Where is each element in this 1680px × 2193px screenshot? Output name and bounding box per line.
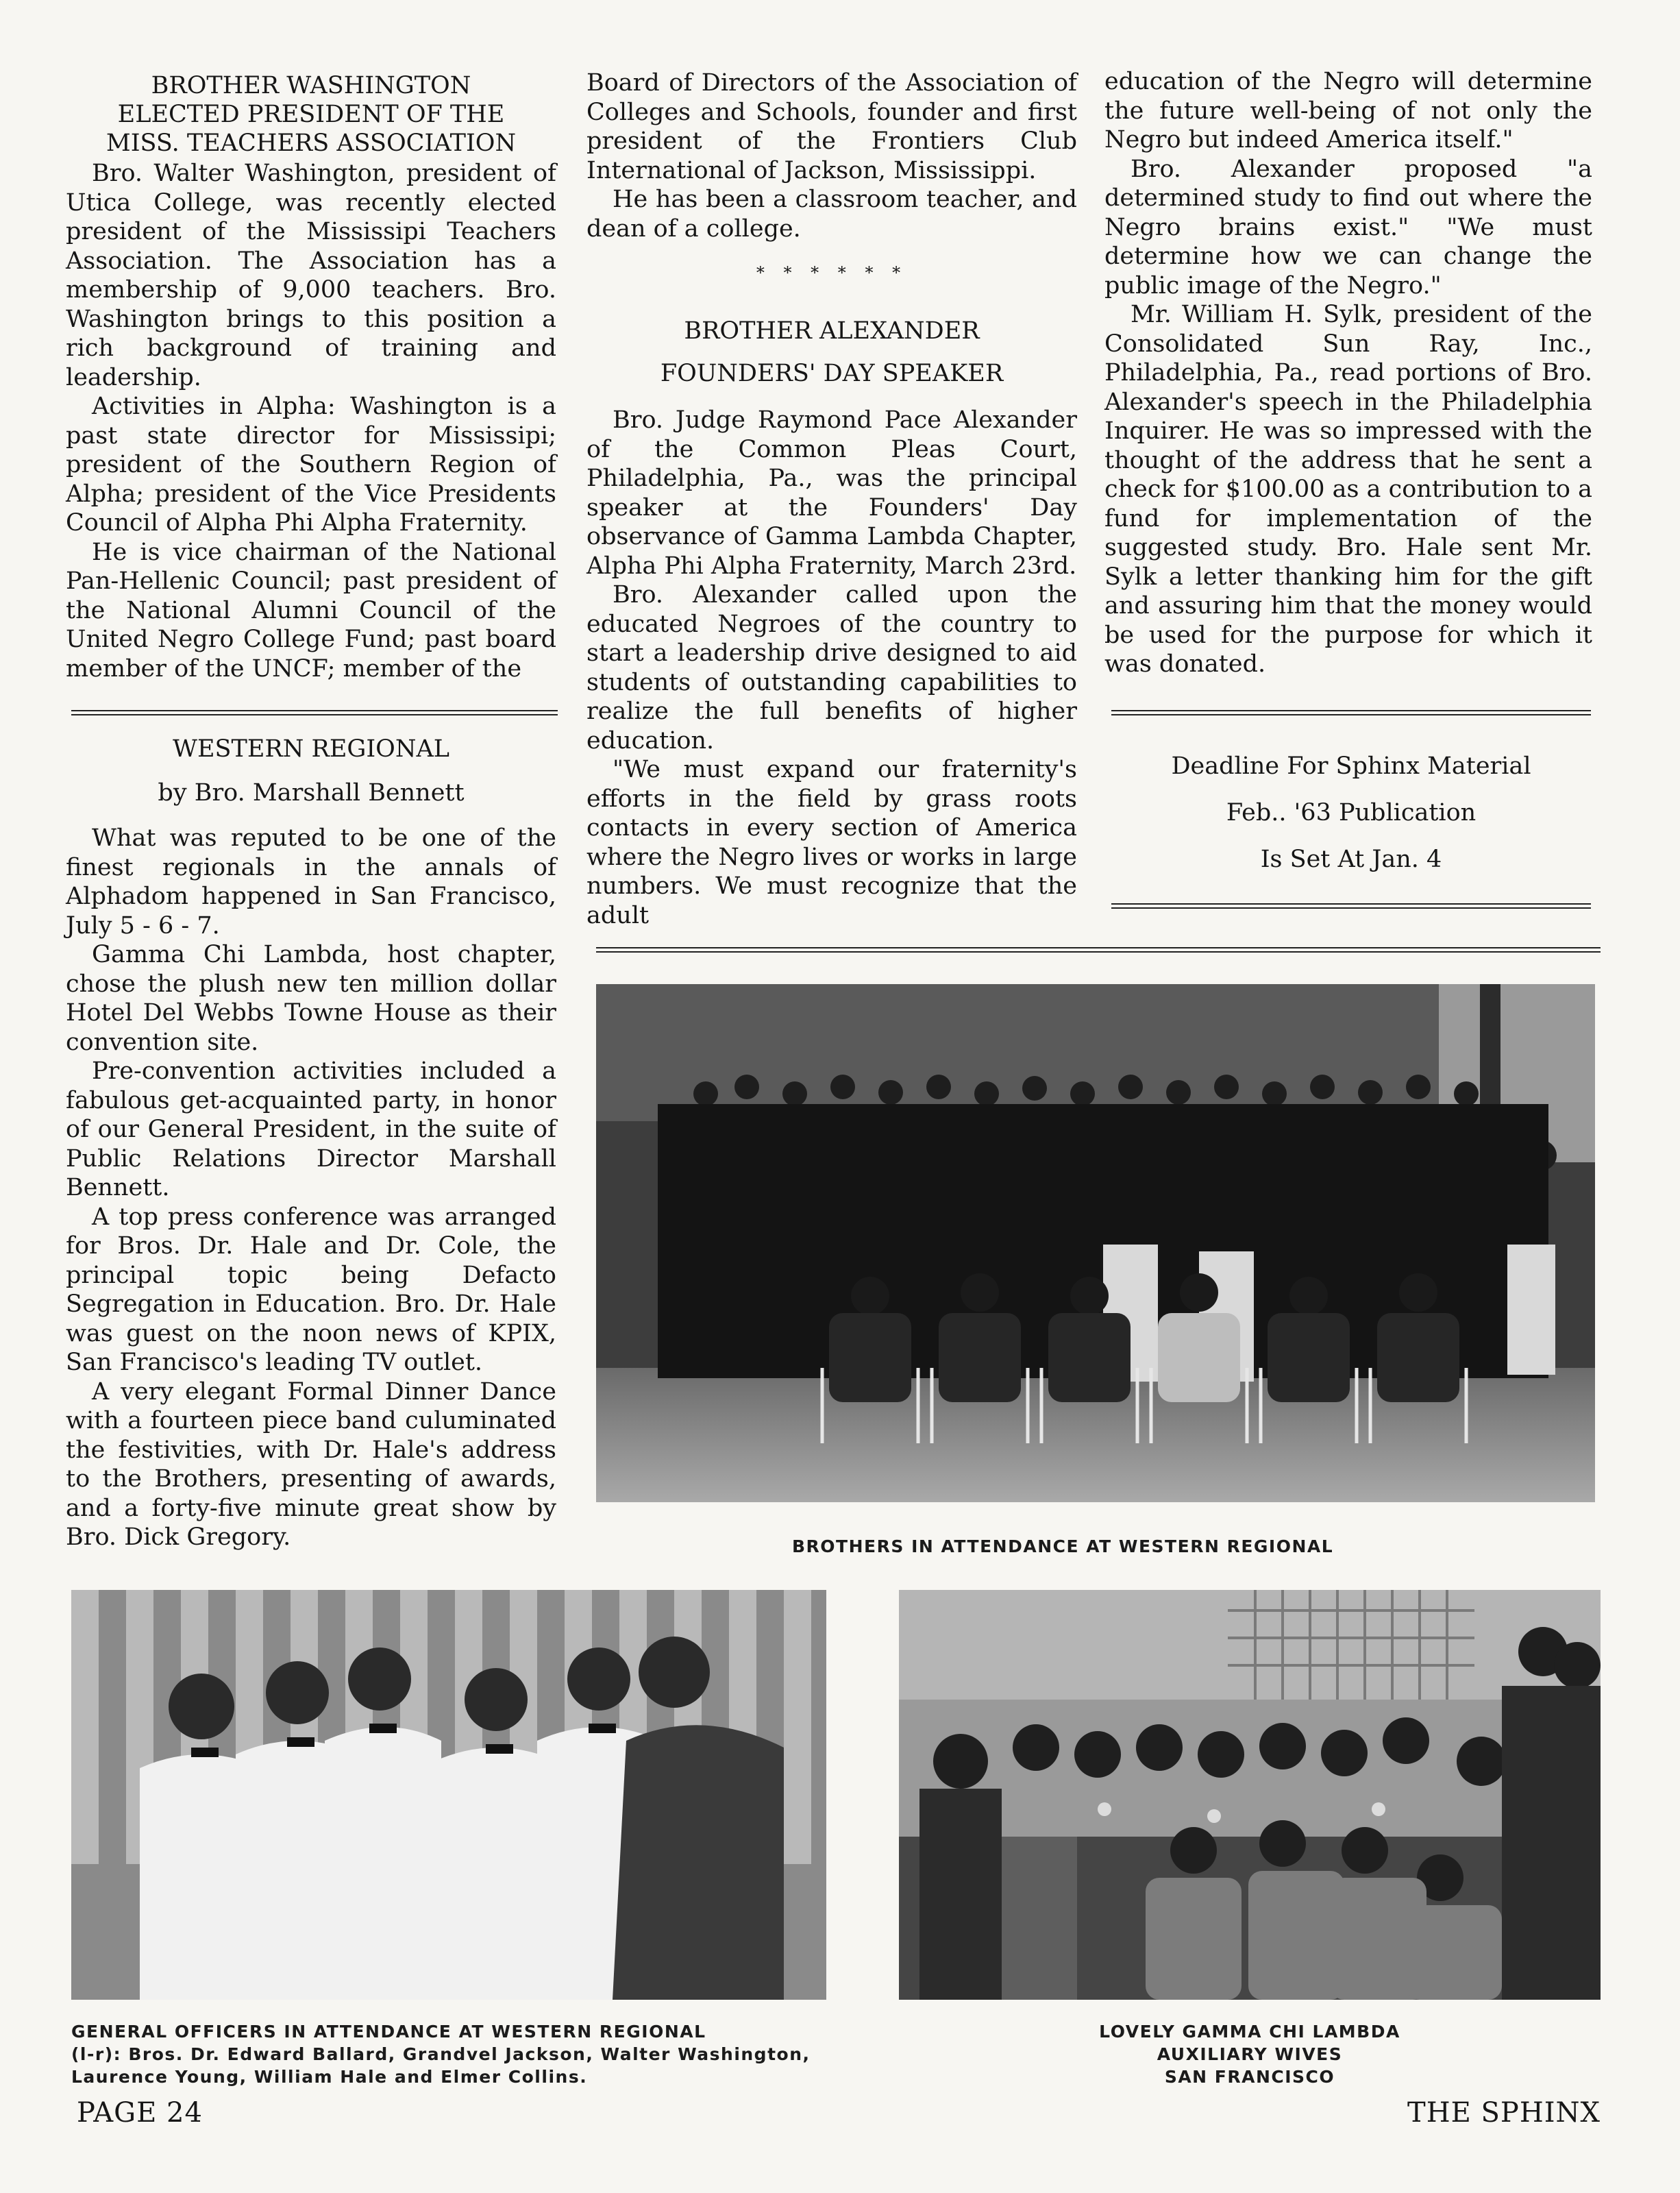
general-officers-photo xyxy=(71,1590,826,2000)
paragraph: Bro. Alexander proposed "a determined study to find out where the Negro brains exist." "We must determine how we can change the public image of the Negro." xyxy=(1104,155,1592,299)
article-washington-continued xyxy=(586,69,1077,287)
column-divider-rule xyxy=(71,710,558,715)
paragraph: A very elegant Formal Dinner Dance with a fourteen piece band culuminated the festivities, with Dr. Hale's address to the Brothers, presenting of awards, and a forty-five minute great show by Bro. Dick Gregory. xyxy=(66,1377,556,1551)
officers-photo-caption xyxy=(71,2020,832,2088)
heading-line: MISS. TEACHERS ASSOCIATION xyxy=(106,130,517,157)
paragraph: Board of Directors of the Association of Colleges and Schools, founder and first president of the Frontiers Club International of Jackson, Mississippi. xyxy=(586,69,1077,184)
article-washington xyxy=(66,71,556,683)
paragraph: A top press conference was arranged for Bros. Dr. Hale and Dr. Cole, the principal topic being Defacto Segregation in Education. Bro. Dr. Hale was guest on the noon news of KPIX, San Francisco's leading TV outlet. xyxy=(66,1203,556,1376)
article-washington-heading xyxy=(66,71,556,158)
paragraph: He has been a classroom teacher, and dean of a college. xyxy=(586,186,1077,243)
paragraph: Gamma Chi Lambda, host chapter, chose the plush new ten million dollar Hotel Del Webbs Towne House as their convention site. xyxy=(66,941,556,1056)
regional-photo-caption: BROTHERS IN ATTENDANCE AT WESTERN REGIONAL xyxy=(792,1536,1334,1556)
wives-photo-caption xyxy=(899,2020,1601,2088)
article-western-regional xyxy=(66,735,556,1552)
deadline-top-rule xyxy=(1111,710,1591,715)
paragraph: "We must expand our fraternity's efforts in the field by grass roots contacts in every section of America where the Negro lives or works in large numbers. We must recognize that the adult xyxy=(586,756,1077,929)
auxiliary-wives-photo xyxy=(899,1590,1601,2000)
separator-stars: * * * * * * xyxy=(756,263,908,282)
paragraph: Pre-convention activities included a fabulous get-acquainted party, in honor of our General President, in the suite of Public Relations Director Marshall Bennett. xyxy=(66,1057,556,1201)
regional-group-photo xyxy=(596,984,1595,1502)
paragraph: Mr. William H. Sylk, president of the Consolidated Sun Ray, Inc., Philadelphia, Pa., read portions of Bro. Alexander's speech in the Philadelphia Inquirer. He was so impressed with the thought of the address that he sent a check for $100.00 as a contribution to a fund for implementation of the suggested study. Bro. Hale sent Mr. Sylk a letter thanking him for the gift and assuring him that the money would be used for the purpose for which it was donated. xyxy=(1104,301,1592,678)
paragraph: education of the Negro will determine the future well-being of not only the Negro but indeed America itself." xyxy=(1104,68,1592,154)
article-alexander-heading-2: FOUNDERS' DAY SPEAKER xyxy=(660,360,1004,387)
heading-line: ELECTED PRESIDENT OF THE xyxy=(117,101,505,128)
deadline-line-1: Deadline For Sphinx Material xyxy=(1171,752,1531,780)
officers-caption-names: (l-r): Bros. Dr. Edward Ballard, Grandvel Jackson, Walter Washington, Laurence Young, William Hale and Elmer Collins. xyxy=(71,2044,811,2087)
wives-caption-line-2: AUXILIARY WIVES xyxy=(1157,2044,1343,2064)
article-alexander xyxy=(586,317,1077,930)
paragraph: Bro. Alexander called upon the educated Negroes of the country to start a leadership drive designed to aid students of outstanding capabilities to realize the full benefits of higher education. xyxy=(586,581,1077,755)
officers-caption-title: GENERAL OFFICERS IN ATTENDANCE AT WESTERN REGIONAL xyxy=(71,2022,706,2042)
wives-caption-line-1: LOVELY GAMMA CHI LAMBDA xyxy=(1099,2022,1400,2042)
page-number: PAGE 24 xyxy=(77,2097,203,2129)
article-western-byline: by Bro. Marshall Bennett xyxy=(158,779,465,807)
paragraph: Bro. Judge Raymond Pace Alexander of the Common Pleas Court, Philadelphia, Pa., was the principal speaker at the Founders' Day observance of Gamma Lambda Chapter, Alpha Phi Alpha Fraternity, March 23rd. xyxy=(586,406,1077,580)
wives-caption-line-3: SAN FRANCISCO xyxy=(1164,2067,1335,2087)
article-alexander-continued xyxy=(1104,67,1592,679)
publication-name: THE SPHINX xyxy=(1407,2097,1601,2129)
deadline-box xyxy=(1111,743,1591,883)
paragraph: Activities in Alpha: Washington is a past state director for Mississipi; president of the Southern Region of Alpha; president of the Vice Presidents Council of Alpha Phi Alpha Fraternity. xyxy=(66,393,556,537)
deadline-line-3: Is Set At Jan. 4 xyxy=(1260,846,1442,873)
deadline-bottom-rule xyxy=(1111,903,1591,909)
paragraph: Bro. Walter Washington, president of Utica College, was recently elected president of the Mississipi Teachers Association. The Association has a membership of 9,000 teachers. Bro. Washington brings to this position a rich background of training and leadership. xyxy=(66,160,556,391)
article-alexander-heading-1: BROTHER ALEXANDER xyxy=(684,317,980,345)
deadline-line-2: Feb.. '63 Publication xyxy=(1226,799,1477,826)
article-western-heading: WESTERN REGIONAL xyxy=(172,735,450,763)
heading-line: BROTHER WASHINGTON xyxy=(151,72,471,99)
paragraph: What was reputed to be one of the finest regionals in the annals of Alphadom happened in San Francisco, July 5 - 6 - 7. xyxy=(66,824,556,940)
paragraph: He is vice chairman of the National Pan-Hellenic Council; past president of the National Alumni Council of the United Negro College Fund; past board member of the UNCF; member of the xyxy=(66,538,556,683)
photo-section-rule xyxy=(596,947,1601,953)
